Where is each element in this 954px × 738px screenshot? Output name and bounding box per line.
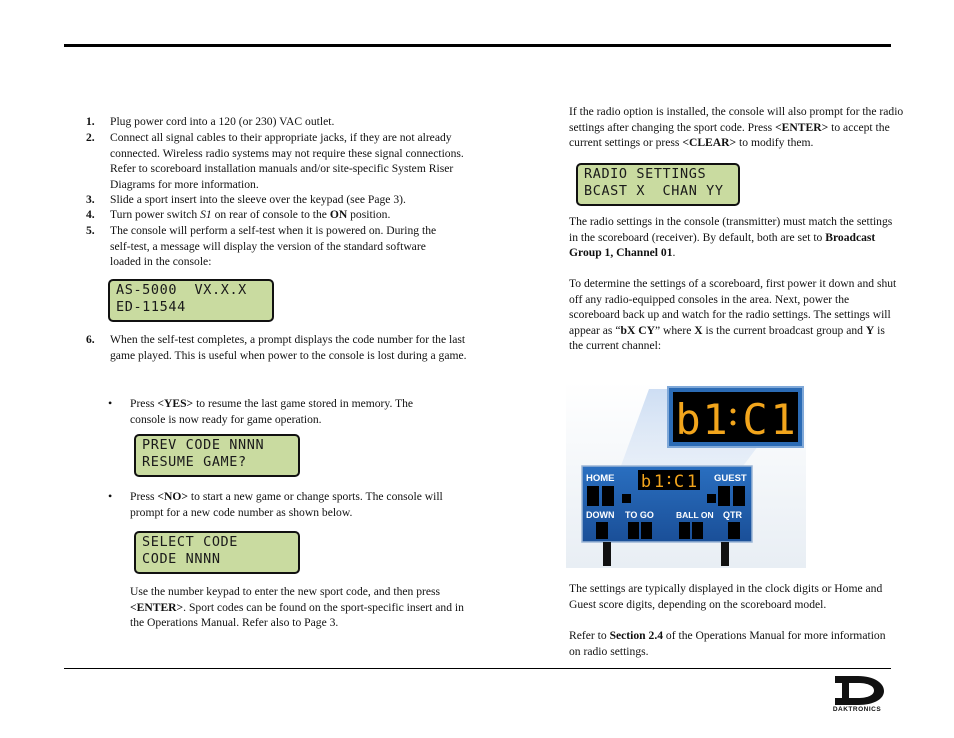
- zoom-colon-top: [731, 409, 736, 414]
- scoreboard-illustration: [566, 382, 806, 568]
- qtr-digit: [728, 522, 740, 539]
- lcd-line-2: CODE NNNN: [142, 551, 221, 567]
- step-number: 6.: [86, 333, 95, 346]
- lcd-version-display: [108, 279, 274, 322]
- daktronics-logo-icon: [818, 674, 894, 720]
- home-label: HOME: [586, 473, 615, 484]
- bullet-text: Press <NO> to start a new game or change sports. The console will prompt for a new code number as shown below.: [130, 490, 443, 519]
- radio-intro-paragraph: If the radio option is installed, the console will also prompt for the radio settings after changing the sport code. Press <ENTER> to accept the current settings or press <CLEAR> to modify them.: [569, 105, 904, 150]
- to-go-digit: [628, 522, 639, 539]
- clock-digits-paragraph: The settings are typically displayed in the clock digits or Home and Guest score digits, depending on the scoreboard model.: [569, 582, 883, 611]
- lcd-line-1: RADIO SETTINGS: [584, 166, 707, 182]
- determine-settings-paragraph: To determine the settings of a scoreboard, first power it down and shut off any radio-equipped consoles in the area. Next, power the scoreboard back up and watch for the radio settings. The settings will appear as “bX CY” where X is the current broadcast group and Y is the current channel:: [569, 277, 897, 353]
- down-digit: [596, 522, 608, 539]
- step-text: Plug power cord into a 120 (or 230) VAC outlet.: [110, 115, 335, 128]
- step-text: Slide a sport insert into the sleeve over the keypad (see Page 3).: [110, 193, 406, 206]
- scoreboard-leg: [721, 542, 729, 566]
- header-rule: [64, 44, 891, 47]
- down-label: DOWN: [586, 510, 615, 520]
- zoom-digit-1: 1: [702, 395, 728, 444]
- zoom-digit-b: b: [675, 395, 701, 444]
- footer-rule: [64, 668, 891, 669]
- bullet-dot: •: [108, 489, 113, 503]
- step-text: Turn power switch S1 on rear of console to the ON position.: [110, 208, 391, 221]
- keypad-paragraph: Use the number keypad to enter the new sport code, and then press <ENTER>. Sport codes can be found on the sport-specific insert and in the Operations Manual. Refer also to Page 3.: [130, 585, 464, 630]
- step-number: 2.: [86, 131, 95, 144]
- settings-match-paragraph: The radio settings in the console (transmitter) must match the settings in the scoreboard (receiver). By default, both are set to Broadcast Group 1, Channel 01.: [569, 215, 893, 260]
- lcd-radio-settings-display: [576, 163, 740, 206]
- lcd-select-code-display: [134, 531, 300, 574]
- qtr-label: QTR: [723, 510, 742, 520]
- guest-label: GUEST: [714, 473, 747, 484]
- zoom-colon-bottom: [731, 421, 736, 426]
- refer-section-paragraph: Refer to Section 2.4 of the Operations Manual for more information on radio settings.: [569, 629, 886, 658]
- guest-indicator: [707, 494, 716, 503]
- bullet-dot: •: [108, 396, 113, 410]
- lcd-line-1: AS-5000 VX.X.X: [116, 282, 247, 298]
- clock-digit: C: [673, 472, 685, 492]
- step-text: Connect all signal cables to their appropriate jacks, if they are not already connected. Wireless radio systems may not require these signal connections. Refer to scoreboard installation manuals and/or site-specific System Riser Diagrams for more information.: [110, 131, 464, 191]
- lcd-line-2: ED-11544: [116, 299, 186, 315]
- step-number: 3.: [86, 193, 95, 206]
- home-score-digit: [587, 486, 599, 506]
- guest-score-digit: [718, 486, 730, 506]
- clock-digit: 1: [653, 472, 665, 492]
- step-text: When the self-test completes, a prompt displays the code number for the last game played. This is useful when power to the console is lost during a game.: [110, 333, 467, 362]
- to-go-digit: [641, 522, 652, 539]
- step-number: 4.: [86, 208, 95, 221]
- home-score-digit: [602, 486, 614, 506]
- ball-on-label: BALL ON: [676, 510, 714, 520]
- step-number: 1.: [86, 115, 95, 128]
- lcd-line-1: PREV CODE NNNN: [142, 437, 265, 453]
- lcd-line-2: BCAST X CHAN YY: [584, 183, 724, 199]
- scoreboard-leg: [603, 542, 611, 566]
- clock-digit: b: [640, 472, 652, 492]
- zoom-digit-1b: 1: [770, 395, 796, 444]
- daktronics-logo-text: DAKTRONICS: [832, 706, 882, 713]
- guest-score-digit: [733, 486, 745, 506]
- lcd-prev-code-display: [134, 434, 300, 477]
- ball-on-digit: [679, 522, 690, 539]
- zoom-digit-c: C: [742, 395, 768, 444]
- clock-colon: [668, 476, 670, 478]
- bullet-text: Press <YES> to resume the last game stored in memory. The console is now ready for game operation.: [130, 397, 414, 426]
- to-go-label: TO GO: [625, 510, 654, 520]
- lcd-line-2: RESUME GAME?: [142, 454, 247, 470]
- clock-colon: [668, 482, 670, 484]
- lcd-line-1: SELECT CODE: [142, 534, 239, 550]
- step-text: The console will perform a self-test when it is powered on. During the self-test, a message will display the version of the standard software loaded in the console:: [110, 224, 437, 269]
- clock-digit: 1: [686, 472, 698, 492]
- step-number: 5.: [86, 224, 95, 237]
- home-indicator: [622, 494, 631, 503]
- ball-on-digit: [692, 522, 703, 539]
